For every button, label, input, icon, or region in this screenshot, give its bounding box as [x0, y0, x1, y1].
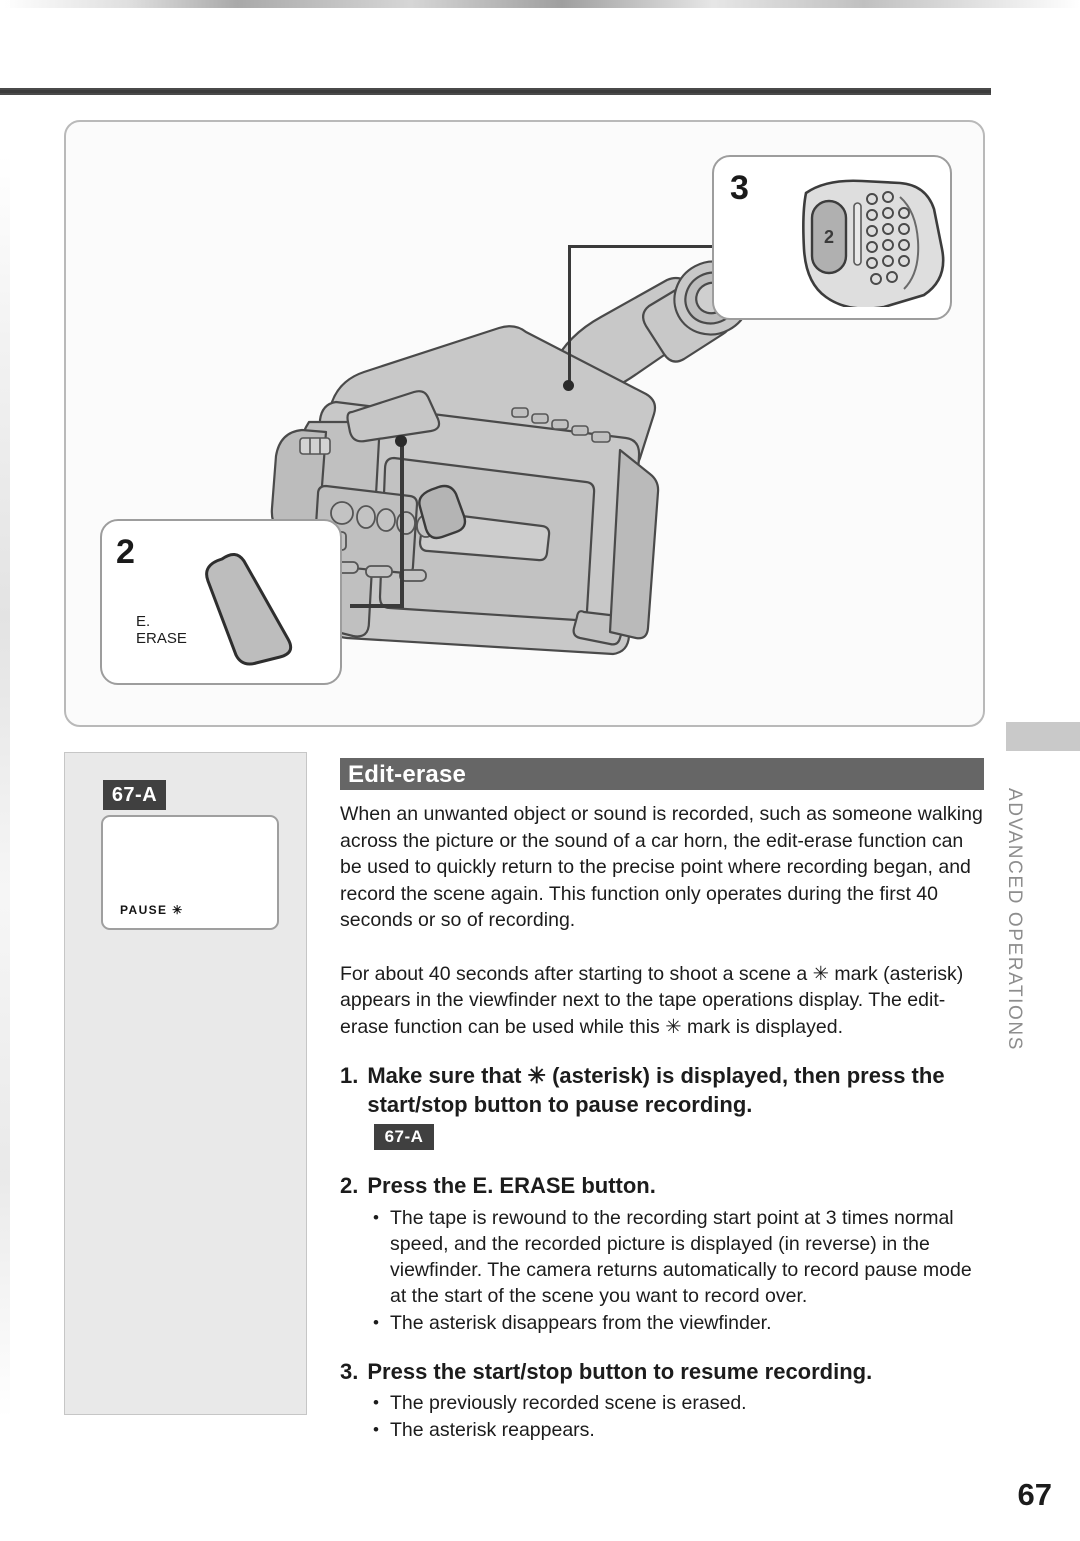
list-item: • The previously recorded scene is erased. [340, 1390, 984, 1416]
intro-paragraph-1: When an unwanted object or sound is recorded, such as someone walking across the picture or the sound of a car horn, the edit-erase function can be used to quickly return to the precise point where recording began, and record the scene again. This function only operates during the first 40 seconds or so of recording. [340, 803, 983, 931]
callout-box-3 [712, 155, 952, 320]
start-stop-button-icon [776, 175, 946, 307]
callout-number-2: 2 [116, 533, 135, 571]
section-title-bar: Edit-erase [340, 758, 984, 790]
step-1-number: 1. [340, 1063, 359, 1088]
list-item: • The asterisk disappears from the viewfinder. [340, 1310, 984, 1336]
e-erase-button-icon [184, 543, 324, 673]
callout-number-3: 3 [730, 169, 749, 207]
main-content [340, 758, 984, 1443]
step-1 [340, 1062, 984, 1119]
step-2-number: 2. [340, 1173, 359, 1198]
leader-line-callout-2-vertical [400, 440, 404, 608]
scan-edge-left [0, 0, 10, 1541]
viewfinder-display [101, 815, 279, 930]
list-item: • The asterisk reappears. [340, 1417, 984, 1443]
step-3 [340, 1358, 984, 1387]
sidebar-badge-67a: 67-A [103, 780, 166, 810]
step-2-text: Press the E. ERASE button. [367, 1173, 656, 1198]
step-1-badge-67a: 67-A [374, 1124, 434, 1150]
leader-dot-callout-2 [395, 435, 407, 447]
sidebar-figure-panel [64, 752, 307, 1415]
step-1-badge-row [374, 1124, 984, 1150]
page-number: 67 [1017, 1477, 1052, 1512]
section-tab-marker [1006, 722, 1080, 751]
viewfinder-status-text: PAUSE ✳ [120, 903, 184, 917]
list-item: • The tape is rewound to the recording start point at 3 times normal speed, and the recorded picture is displayed (in reverse) in the viewfinder. The camera returns automatically to record pause mode at the start of the scene you want to record over. [340, 1205, 984, 1309]
intro-paragraph-2: For about 40 seconds after starting to shoot a scene a ✳ mark (asterisk) appears in the viewfinder next to the tape operations display. The edit-erase function can be used while this ✳ mark is displayed. [340, 962, 964, 1038]
leader-line-callout-3 [568, 245, 714, 248]
step-3-text: Press the start/stop button to resume recording. [367, 1358, 873, 1384]
step-2-bullets [340, 1205, 984, 1336]
callout-box-2 [100, 519, 342, 685]
section-tab-label: ADVANCED OPERATIONS [1004, 788, 1025, 1052]
step-3-bullets [340, 1390, 984, 1443]
step-1-text: Make sure that ✳ (asterisk) is displayed, then press the start/stop button to pause recording. [367, 1063, 945, 1117]
leader-line-callout-2 [350, 604, 404, 608]
e-erase-button-label: E. ERASE [136, 613, 187, 647]
callout-3-button-label: 2 [823, 227, 835, 247]
leader-line-callout-3-vertical [568, 245, 571, 387]
scan-edge-top [0, 0, 1080, 8]
step-3-number: 3. [340, 1358, 359, 1384]
leader-dot-callout-3 [563, 380, 574, 391]
header-rule [0, 88, 991, 95]
step-2 [340, 1172, 984, 1201]
